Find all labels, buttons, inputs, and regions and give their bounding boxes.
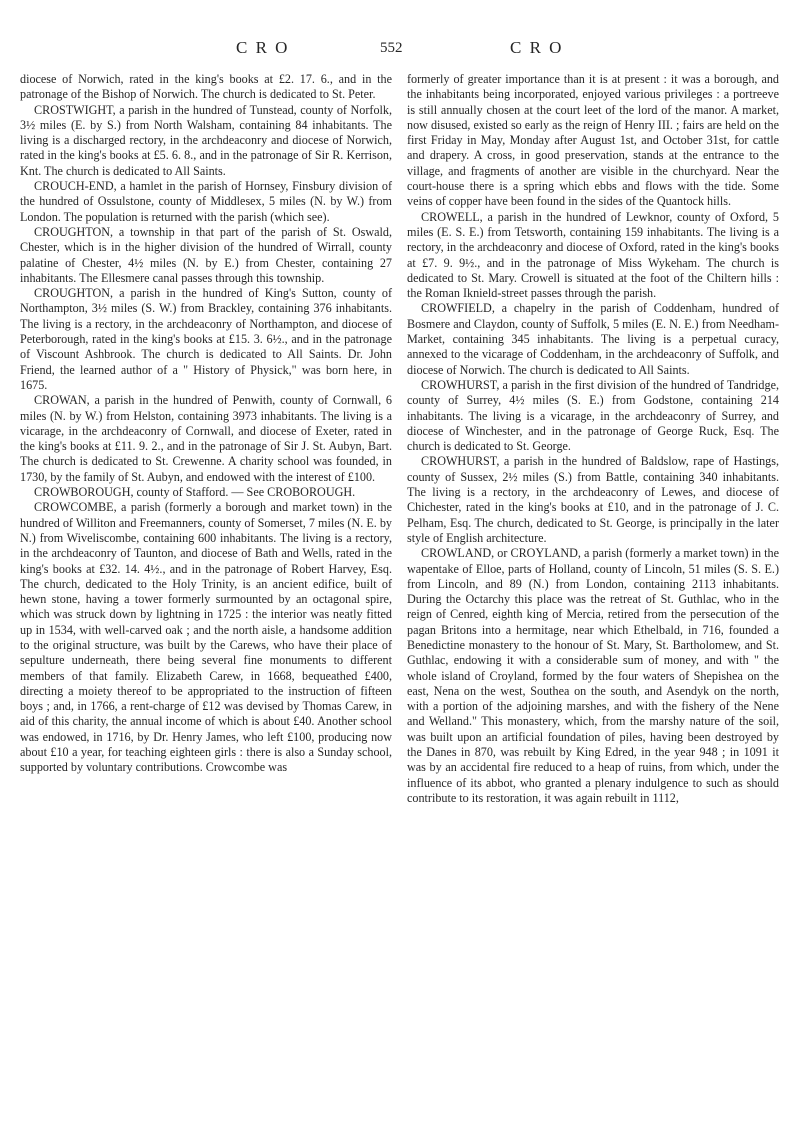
entry-paragraph: CROWELL, a parish in the hundred of Lewknor, county of Oxford, 5 miles (E. S. E.) from Tetsworth, containing 159 inhabitants. The living is a rectory, in the archdeaconry and diocese of Oxford, rated in the king's books at £7. 9. 9½., and in the patronage of Miss Wykeham. The church is dedicated to St. Mary. Crowell is situated at the foot of the Chiltern hills : the Roman Iknield-street passes through the parish. [407,209,779,301]
entry-paragraph: CROUGHTON, a parish in the hundred of King's Sutton, county of Northampton, 3½ miles (S. W.) from Brackley, containing 376 inhabitants. The living is a rectory, in the archdeaconry of Northampton, and diocese of Peterborough, rated in the king's books at £15. 3. 6½., and in the patronage of Viscount Ashbrook. The church is dedicated to All Saints. Dr. John Friend, the learned author of a " History of Physick," was born here, in 1675. [20,286,392,392]
running-header [0,38,800,62]
right-column [407,72,779,806]
page-number: 552 [380,40,403,56]
entry-paragraph: CROWHURST, a parish in the hundred of Baldslow, rape of Hastings, county of Sussex, 2½ miles (S.) from Battle, containing 340 inhabitants. The living is a rectory, in the archdeaconry of Lewes, and diocese of Chichester, rated in the king's books at £10, and in the patronage of J. C. Pelham, Esq. The church, dedicated to St. George, is principally in the later style of English architecture. [407,454,779,545]
entry-paragraph: CROUGHTON, a township in that part of the parish of St. Oswald, Chester, which is in the higher division of the hundred of Wirrall, county palatine of Chester, 4½ miles (N. by E.) from Chester, containing 27 inhabitants. The Ellesmere canal passes through this township. [20,224,392,285]
header-right: C R O [510,38,564,57]
entry-paragraph: CROWAN, a parish in the hundred of Penwith, county of Cornwall, 6 miles (N. by W.) from Helston, containing 3973 inhabitants. The living is a vicarage, in the archdeaconry of Cornwall, and diocese of Exeter, rated in the king's books at £11. 9. 2., and in the patronage of Sir J. St. Aubyn, Bart. The church is dedicated to St. Crewenne. A charity school was founded, in 1730, by the family of St. Aubyn, and endowed with the interest of £100. [20,393,392,484]
entry-paragraph: CROSTWIGHT, a parish in the hundred of Tunstead, county of Norfolk, 3½ miles (E. by S.) from North Walsham, containing 84 inhabitants. The living is a discharged rectory, in the archdeaconry and diocese of Norwich, rated in the king's books at £5. 6. 8., and in the patronage of Sir R. Kerrison, Knt. The church is dedicated to All Saints. [20,102,392,178]
entry-paragraph: CROWHURST, a parish in the first division of the hundred of Tandridge, county of Surrey, 4½ miles (S. E.) from Godstone, containing 214 inhabitants. The living is a vicarage, in the archdeaconry of Surrey, and diocese of Winchester, and in the patronage of George Ruck, Esq. The church is dedicated to St. George. [407,377,779,454]
left-column [20,72,392,776]
entry-paragraph: CROWFIELD, a chapelry in the parish of Coddenham, hundred of Bosmere and Claydon, county of Suffolk, 5 miles (E. N. E.) from Needham-Market, containing 345 inhabitants. The living is a perpetual curacy, annexed to the vicarage of Coddenham, in the archdeaconry of Suffolk, and diocese of Norwich. The church is dedicated to All Saints. [407,301,779,377]
entry-paragraph: CROWCOMBE, a parish (formerly a borough and market town) in the hundred of Williton and Freemanners, county of Somerset, 7 miles (N. E. by N.) from Wiveliscombe, containing 600 inhabitants. The living is a rectory, in the archdeaconry of Taunton, and diocese of Bath and Wells, rated in the king's books at £32. 14. 4½., and in the patronage of Robert Harvey, Esq. The church, dedicated to the Holy Trinity, is an ancient edifice, built of hewn stone, having a tower formerly surmounted by an octagonal spire, which was struck down by lightning in 1725 : the interior was neatly fitted up in 1534, with well-carved oak ; and the north aisle, a handsome addition to the original structure, was built by the Carews, who have their place of sepulture underneath, there being several fine monuments to different members of that family. Elizabeth Carew, in 1668, bequeathed £400, directing a moiety thereof to be appropriated to the instruction of fifteen boys ; and, in 1766, a rent-charge of £12 was devised by Thomas Carew, in aid of this charity, the annual income of which is about £40. Another school was endowed, in 1716, by Dr. Henry James, who left £100, producing now about £10 a year, for teaching eighteen girls : there is also a Sunday school, supported by voluntary contributions. Crowcombe was [20,500,392,775]
entry-paragraph: diocese of Norwich, rated in the king's books at £2. 17. 6., and in the patronage of the Bishop of Norwich. The church is dedicated to St. Peter. [20,72,392,102]
header-left: C R O [236,38,290,57]
entry-paragraph: CROWLAND, or CROYLAND, a parish (formerly a market town) in the wapentake of Elloe, parts of Holland, county of Lincoln, 51 miles (S. S. E.) from Lincoln, and 89 (N.) from London, containing 2113 inhabitants. During the Octarchy this place was the retreat of St. Guthlac, who in the reign of Cenred, eighth king of Mercia, retired from the persecution of the pagan Britons into a hermitage, near which Ethelbald, in 716, founded a Benedictine monastery to the honour of St. Mary, St. Bartholomew, and St. Guthlac, endowing it with a considerable sum of money, and with " the whole island of Croyland, formed by the four waters of Shepishea on the east, Nena on the west, Southea on the south, and Asendyk on the north, with a portion of the adjoining marshes, and with the fishery of the Nene and Welland." This monastery, which, from the marshy nature of the soil, was built upon an artificial foundation of piles, having been destroyed by the Danes in 870, was rebuilt by King Edred, in the year 948 ; in 1091 it was by an accidental fire reduced to a heap of ruins, from which, under the influence of its abbot, who granted a plenary indulgence to such as should contribute to its restoration, it was again rebuilt in 1112, [407,546,779,805]
entry-paragraph: CROWBOROUGH, county of Stafford. — See CROBOROUGH. [34,485,356,500]
entry-paragraph: formerly of greater importance than it is at present : it was a borough, and the inhabitants being incorporated, enjoyed various privileges : a portreeve is still annually chosen at the court leet of the lord of the manor. A market, now disused, existed so early as the reign of Henry III. ; fairs are held on the first Friday in May, Monday after August 1st, and October 31st, for cattle and drapery. A cross, in good preservation, stands at the entrance to the village, and fragments of another are visible in the churchyard. Near the court-house there is a spring which ebbs and flows with the tide. Some veins of copper have been found in the sides of the Quantock hills. [407,72,779,209]
entry-paragraph: CROUCH-END, a hamlet in the parish of Hornsey, Finsbury division of the hundred of Ossulstone, county of Middlesex, 5 miles (N. by W.) from London. The population is returned with the parish (which see). [20,179,392,224]
